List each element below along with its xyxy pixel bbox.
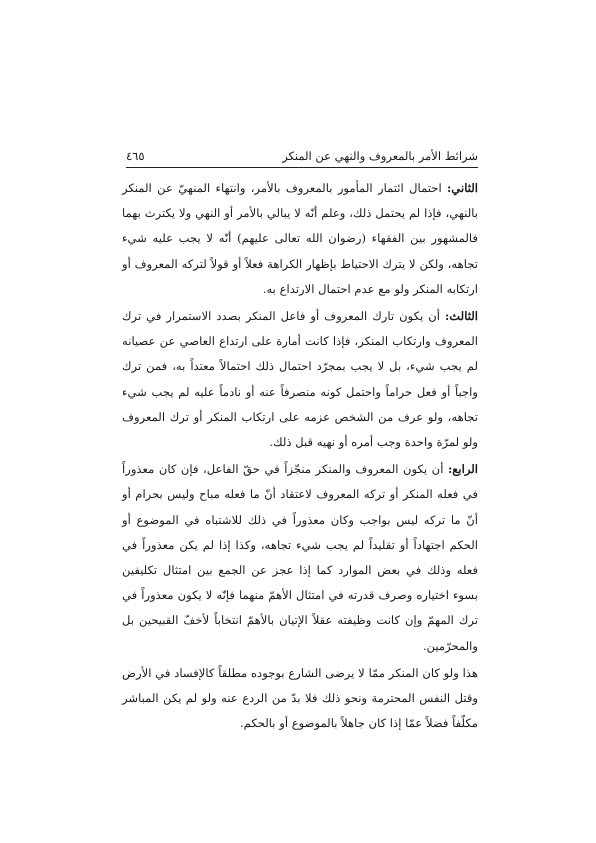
header-divider (126, 167, 478, 168)
page-number: ٤٦٥ (126, 149, 145, 163)
paragraph-lead: الثالث: (445, 309, 478, 324)
paragraph-text: احتمال ائتمار المأمور بالمعروف بالأمر، وانتهاء المنهيّ عن المنكر بالنهي، فإذا لم يحتمل ذلك، وعلم أنّه لا يبالي بالأمر أو النهي ولا يكترث بهما فالمشهور بين الفقهاء (رضوان الله تعالى عليهم) أنّه لا يجب عليه شيء تجاهه، ولكن لا يترك الاحتياط بإظهار الكراهة فعلاً أو قولاً لتركه المعروف أو ارتكابه المنكر ولو مع عدم احتمال الارتداع به. (122, 181, 478, 296)
body-text (122, 176, 478, 738)
paragraph-text: أن يكون المعروف والمنكر منجّزاً في حقّ الفاعل، فإن كان معذوراً في فعله المنكر أو تركه المعروف لاعتقاد أنّ ما فعله مباح وليس بحرام أو أنّ ما تركه ليس بواجب وكان معذوراً في ذلك للاشتباه في الموضوع أو الحكم اجتهاداً أو تقليداً لم يجب شيء تجاهه، وكذا إذا لم يكن معذوراً في فعله وذلك في بعض الموارد كما إذا عجز عن الجمع بين امتثال تكليفين بسوء اختياره وصرف قدرته في امتثال الأهمّ منهما فإنّه لا يكون معذوراً في ترك المهمّ وإن كانت وظيفته عقلاً الإتيان بالأهمّ انتخاباً لأخفّ القبيحين بل والمحرّمين. (122, 462, 478, 653)
header-title: شرائط الأمر بالمعروف والنهي عن المنكر (282, 149, 478, 163)
running-header (126, 146, 478, 164)
paragraph-closing-note (122, 661, 478, 737)
paragraph-second-condition (122, 176, 478, 302)
paragraph-lead: الثاني: (447, 181, 478, 195)
paragraph-lead: الرابع: (447, 462, 478, 477)
paragraph-third-condition (122, 304, 478, 455)
paragraph-fourth-condition (122, 457, 478, 659)
paragraph-text: هذا ولو كان المنكر ممّا لا يرضى الشارع بوجوده مطلقاً كالإفساد في الأرض وقتل النفس المحترمة ونحو ذلك فلا بدّ من الردع عنه ولو لم يكن المباشر مكلّفاً فضلاً عمّا إذا كان جاهلاً بالموضوع أو بالحكم. (122, 665, 478, 731)
paragraph-text: أن يكون تارك المعروف أو فاعل المنكر بصدد الاستمرار في ترك المعروف وارتكاب المنكر، فإذا كانت أمارة على ارتداع العاصي عن عصيانه لم يجب شيء، بل لا يجب بمجرّد احتمال ذلك احتمالاً معتداً به، فمن ترك واجباً أو فعل حراماً واحتمل كونه منصرفاً عنه أو نادماً عليه لم يجب شيء تجاهه، ولو عرف من الشخص عزمه على ارتكاب المنكر أو ترك المعروف ولو لمرّة واحدة وجب أمره أو نهيه قبل ذلك. (122, 309, 478, 450)
